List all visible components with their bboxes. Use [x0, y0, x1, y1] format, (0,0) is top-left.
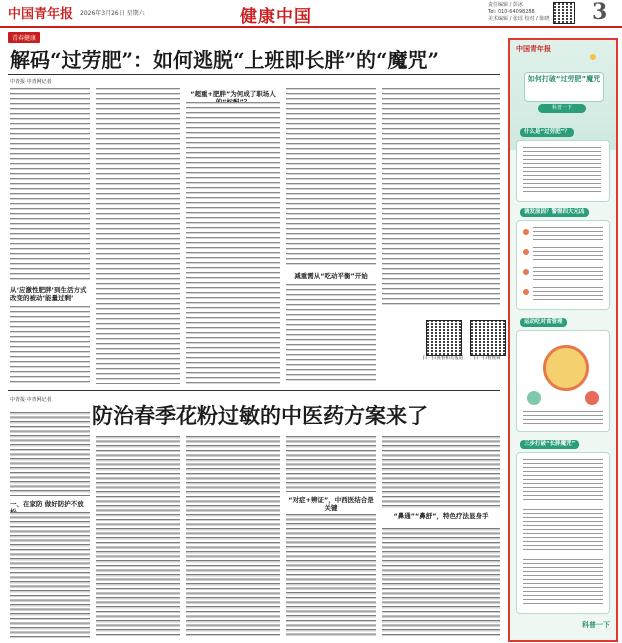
article2-column-1b [10, 512, 90, 638]
infographic-sidebar [508, 38, 618, 642]
article1-column-4b [286, 284, 376, 384]
definition-text [523, 147, 601, 193]
contact-line-2: Tel: 010-64098288 [488, 9, 535, 15]
cause-text-1 [533, 227, 603, 243]
step-2-text [523, 509, 603, 553]
editor-contact [488, 2, 549, 23]
cause-text-3 [533, 267, 603, 283]
article2-column-5 [382, 436, 500, 508]
headline-rule [8, 74, 500, 75]
article2-column-5b [382, 528, 500, 638]
causes-card [516, 220, 610, 310]
cause-icon [523, 249, 529, 255]
section-divider [8, 390, 500, 391]
cause-icon [523, 289, 529, 295]
infographic-heading-1: 什么是“过劳肥”？ [520, 128, 574, 137]
article1-headline: 解码“过劳肥”：如何逃脱“上班即长胖”的“魔咒” [10, 48, 440, 72]
section-title: 健康中国 [240, 7, 312, 27]
infographic-title: 如何打破“过劳肥”魔咒 [524, 72, 604, 102]
diet-exercise-card [516, 330, 610, 432]
article1-column-1b [10, 306, 90, 384]
article2-column-4b [286, 514, 376, 638]
qr-caption-2: 扫一扫看视频 [473, 356, 501, 361]
article1-column-3 [186, 102, 280, 384]
issue-date: 2026年3月26日 星期六 [80, 10, 145, 17]
step-1-text [523, 459, 603, 503]
article1-subhead-1: 从‘应激性肥胖’到生活方式改变的被动‘能量过剩’ [10, 286, 90, 302]
cause-text-4 [533, 287, 603, 301]
cause-icon [523, 229, 529, 235]
infographic-heading-2: 诱发原因？警惕四大元凶 [520, 208, 589, 217]
article2-column-2 [96, 436, 180, 638]
diet-text [523, 411, 603, 425]
vegetable-icon [527, 391, 541, 405]
column-tag: 青春健康 [8, 32, 40, 43]
article1-column-1 [10, 88, 90, 282]
infographic-heading-3: 运动吃对食管理 [520, 318, 567, 327]
infographic-tag: 科普一下 [538, 104, 586, 113]
page-number: 3 [592, 0, 608, 25]
three-steps-card [516, 452, 610, 614]
fruit-icon [585, 391, 599, 405]
masthead-qr-code [553, 2, 575, 24]
contact-line-1: 责任编辑 / 彭冰 [488, 2, 523, 8]
cause-text-2 [533, 247, 603, 263]
article1-column-5 [382, 88, 500, 308]
qr-caption-1: 扫一扫查看相关报道 [422, 356, 464, 361]
infographic-logo: 中国青年报 [516, 44, 551, 53]
masthead [0, 0, 622, 28]
article2-subhead-2: “对症+辨证”，中西医结合是关键 [286, 496, 376, 512]
food-plate-icon [543, 345, 589, 391]
definition-card [516, 140, 610, 202]
infographic-footer: 科普一下 [582, 621, 610, 629]
sun-icon [590, 54, 596, 60]
newspaper-logo: 中国青年报 [8, 7, 74, 22]
article1-subhead-3: 减重需从“吃动平衡”开始 [286, 272, 376, 280]
article2-column-3 [186, 436, 280, 638]
article2-column-4 [286, 436, 376, 492]
article1-column-2 [96, 88, 180, 384]
article1-subhead-2: “超重+肥胖”为何成了职场人 [186, 90, 280, 106]
contact-line-3: 美术编辑 / 张瑶 校对 / 陈晓 [488, 16, 550, 22]
article2-column-1 [10, 412, 90, 496]
cause-icon [523, 269, 529, 275]
article2-subhead-3: “鼻通”“鼻舒”，特色疗法显身手 [382, 512, 500, 520]
article2-subhead-1: 一、在家防 做好防护不放 [10, 500, 90, 516]
step-3-text [523, 559, 603, 605]
article1-column-4 [286, 88, 376, 268]
article2-headline: 防治春季花粉过敏的中医药方案来了 [92, 403, 428, 428]
infographic-heading-4: 三步打破“长胖魔咒” [520, 440, 579, 449]
qr-code-article [426, 320, 462, 356]
qr-code-video [470, 320, 506, 356]
article1-byline: 中青报·中青网记者 [10, 79, 52, 85]
article2-byline: 中青报·中青网记者 [10, 397, 52, 403]
